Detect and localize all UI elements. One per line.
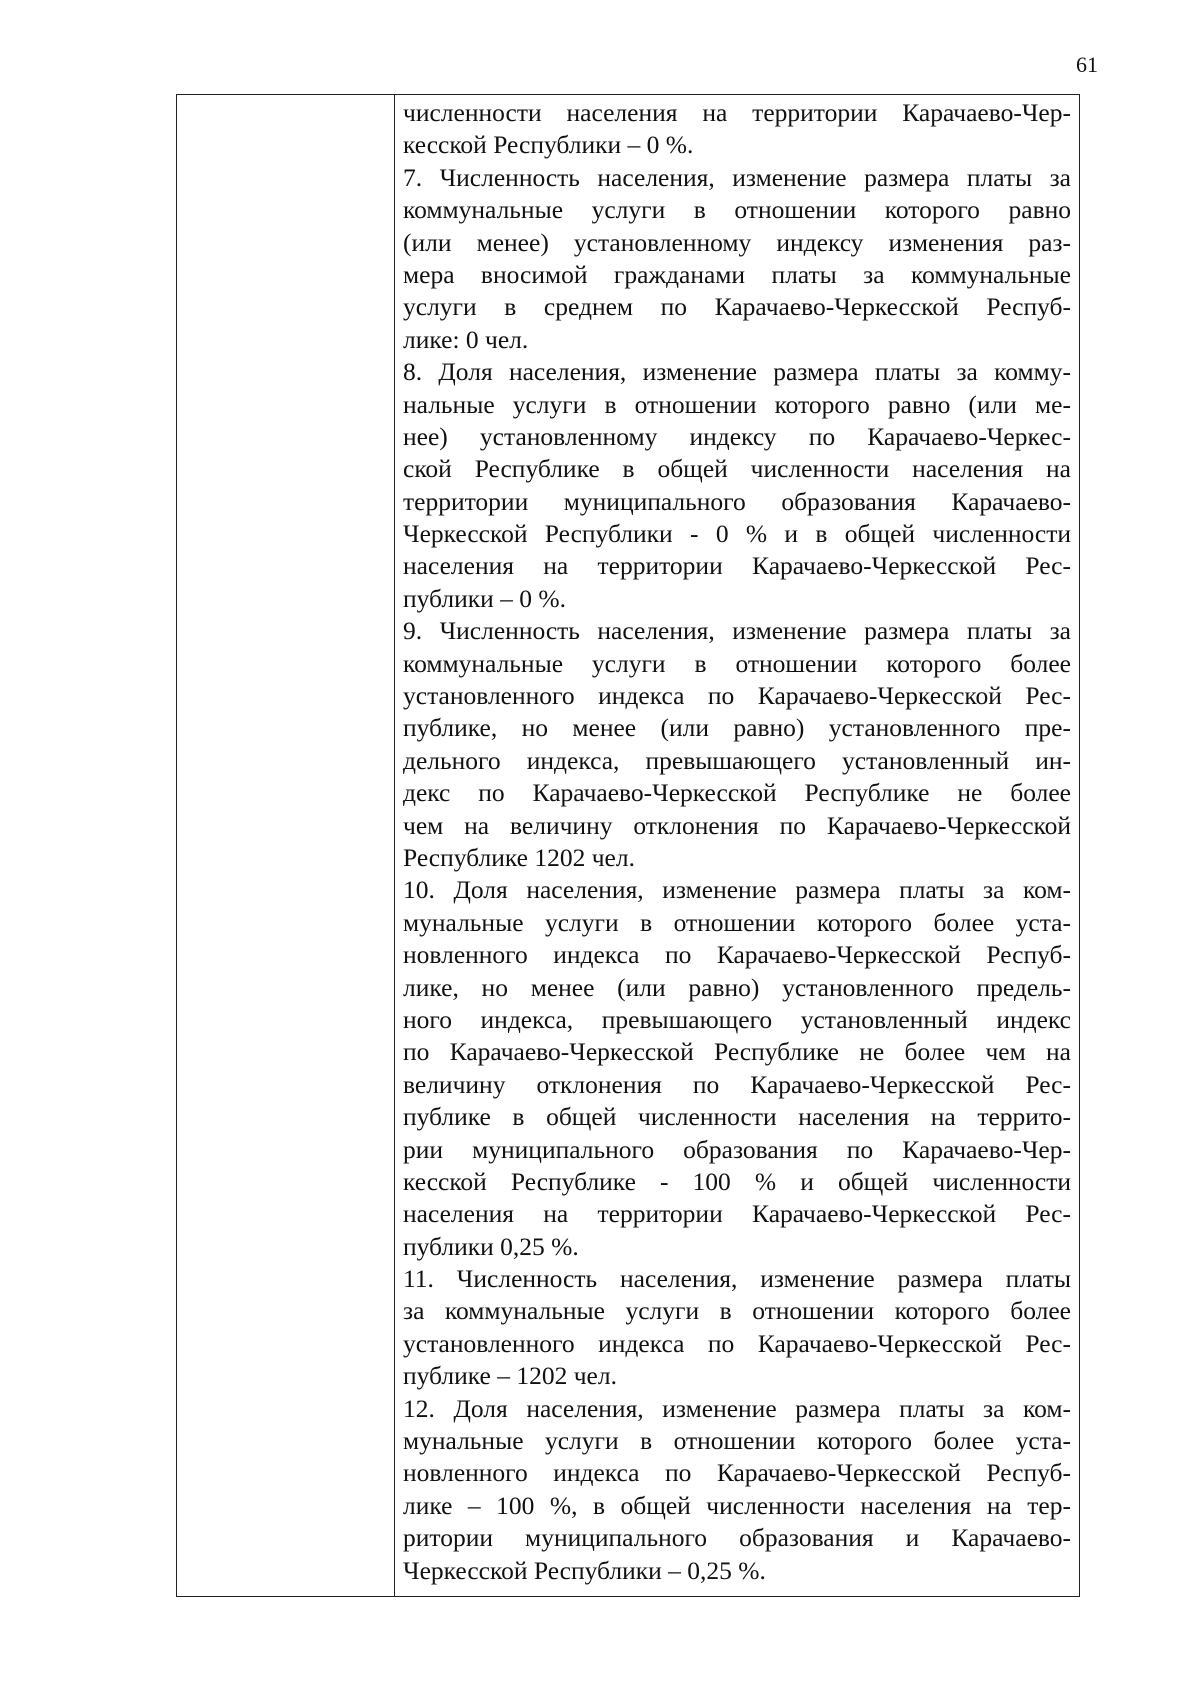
text-line: кесской Республики – 0 %.: [403, 130, 694, 160]
text-line: установленного индекса по Карачаево-Черкесской Рес-: [403, 681, 1071, 711]
text-line: публики – 0 %.: [403, 583, 567, 613]
text-line: чем на величину отклонения по Карачаево-Черкесской: [403, 810, 1071, 840]
document-table: [176, 94, 1080, 1597]
text-line: кесской Республике - 100 % и общей численности: [403, 1166, 1071, 1196]
page-number: 61: [1076, 52, 1098, 77]
text-line: нальные услуги в отношении которого равно (или ме-: [403, 389, 1071, 419]
text-line: населения на территории Карачаево-Черкесской Рес-: [403, 551, 1071, 581]
text-line: 8. Доля населения, изменение размера платы за комму-: [403, 357, 1071, 387]
text-line: новленного индекса по Карачаево-Черкесской Респуб-: [403, 940, 1071, 970]
table-cell-indicators-text: [395, 95, 1079, 1596]
text-line: публике – 1202 чел.: [403, 1361, 617, 1391]
text-line: 11. Численность населения, изменение размера платы: [403, 1264, 1071, 1294]
text-line: декс по Карачаево-Черкесской Республике не более: [403, 778, 1071, 808]
text-line: ской Республике в общей численности населения на: [403, 454, 1071, 484]
text-line: по Карачаево-Черкесской Республике не более чем на: [403, 1037, 1071, 1067]
table-cell-empty-left: [177, 95, 395, 1596]
text-line: нее) установленному индексу по Карачаево-Черкес-: [403, 421, 1071, 451]
text-line: публике, но менее (или равно) установленного пре-: [403, 713, 1071, 743]
text-line: лике, но менее (или равно) установленного предель-: [403, 972, 1071, 1002]
text-line: Черкесской Республики - 0 % и в общей численности: [403, 519, 1071, 549]
text-line: 7. Численность населения, изменение размера платы за: [403, 162, 1071, 192]
text-line: за коммунальные услуги в отношении которого более: [403, 1296, 1071, 1326]
text-line: мера вносимой гражданами платы за коммунальные: [403, 259, 1071, 289]
text-line: коммунальные услуги в отношении которого равно: [403, 195, 1071, 225]
text-line: величину отклонения по Карачаево-Черкесской Рес-: [403, 1069, 1071, 1099]
text-line: публики 0,25 %.: [403, 1231, 579, 1261]
text-line: территории муниципального образования Карачаево-: [403, 486, 1071, 516]
text-line: новленного индекса по Карачаево-Черкесской Респуб-: [403, 1458, 1071, 1488]
text-line: мунальные услуги в отношении которого более уста-: [403, 1426, 1071, 1456]
text-line: численности населения на территории Карачаево-Чер-: [403, 98, 1071, 127]
text-line: услуги в среднем по Карачаево-Черкесской Респуб-: [403, 292, 1071, 322]
text-line: мунальные услуги в отношении которого более уста-: [403, 907, 1071, 937]
text-line: ритории муниципального образования и Карачаево-: [403, 1523, 1071, 1553]
text-line: 10. Доля населения, изменение размера платы за ком-: [403, 875, 1071, 905]
text-line: дельного индекса, превышающего установленный ин-: [403, 745, 1071, 775]
text-line: лике – 100 %, в общей численности населения на тер-: [403, 1490, 1071, 1520]
text-line: публике в общей численности населения на террито-: [403, 1102, 1071, 1132]
text-line: рии муниципального образования по Карачаево-Чер-: [403, 1134, 1071, 1164]
text-line: 12. Доля населения, изменение размера платы за ком-: [403, 1393, 1071, 1423]
text-line: ного индекса, превышающего установленный индекс: [403, 1004, 1071, 1034]
text-line: 9. Численность населения, изменение размера платы за: [403, 616, 1071, 646]
text-line: коммунальные услуги в отношении которого более: [403, 648, 1071, 678]
text-line: лике: 0 чел.: [403, 324, 529, 354]
text-line: населения на территории Карачаево-Черкесской Рес-: [403, 1199, 1071, 1229]
text-line: установленного индекса по Карачаево-Черкесской Рес-: [403, 1328, 1071, 1358]
text-line: Черкесской Республики – 0,25 %.: [403, 1555, 766, 1585]
text-line: Республике 1202 чел.: [403, 842, 635, 872]
text-line: (или менее) установленному индексу изменения раз-: [403, 227, 1071, 257]
